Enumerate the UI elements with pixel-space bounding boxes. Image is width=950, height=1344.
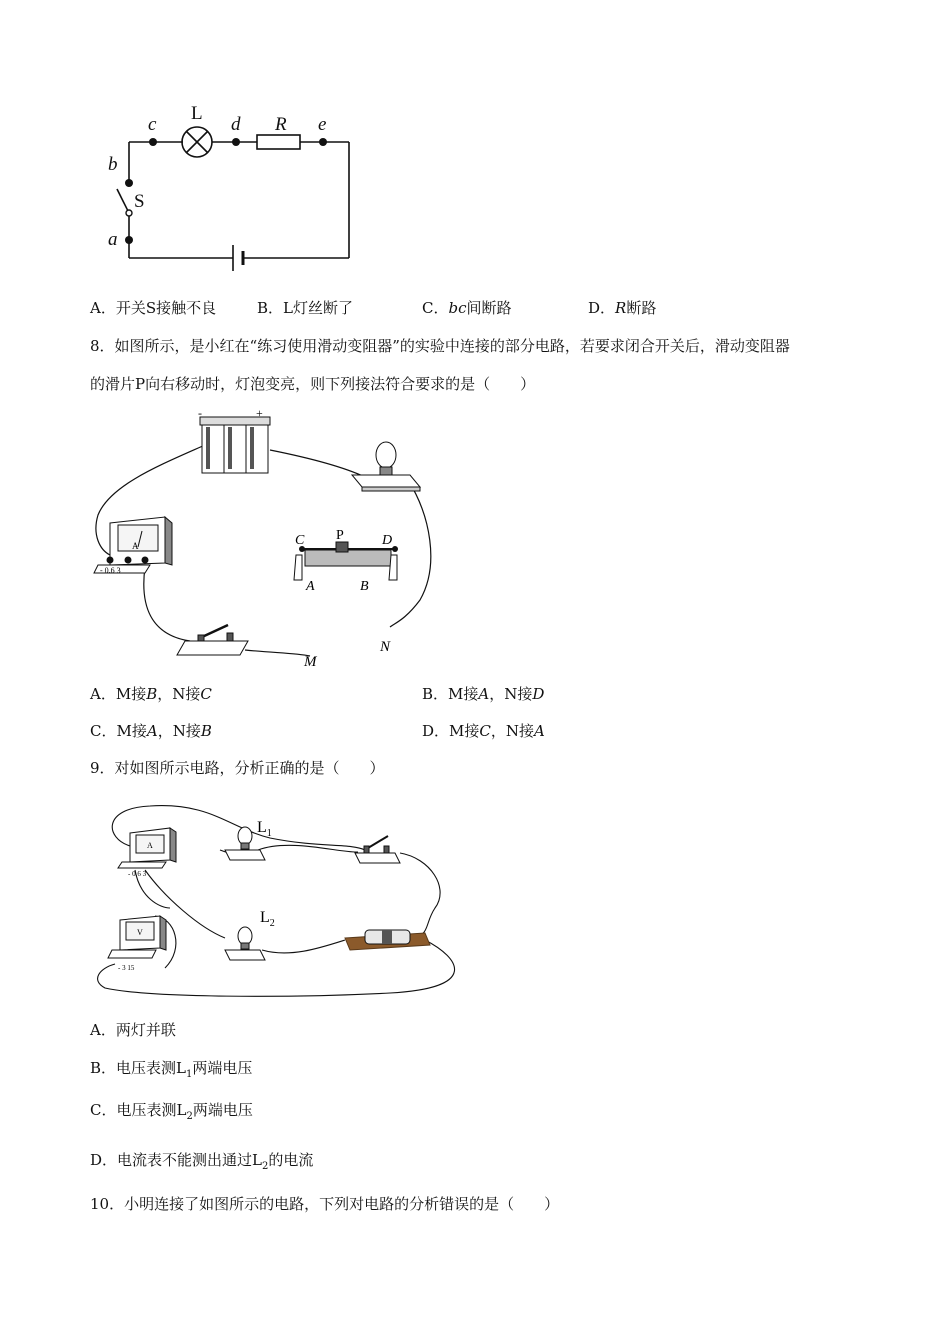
label-d: d xyxy=(231,114,241,135)
label-R: R xyxy=(275,114,287,135)
voltmeter-dial-label: V xyxy=(137,928,143,937)
q7-option-b[interactable]: B．L灯丝断了 xyxy=(257,299,353,317)
q9-option-b[interactable]: B．电压表测$L_1$两端电压 xyxy=(90,1059,253,1080)
battery-minus-label: - xyxy=(198,406,202,420)
rheostat-terminal-b: B xyxy=(360,579,369,594)
q9-ammeter-dial-label: A xyxy=(147,841,153,850)
battery-plus-label: + xyxy=(256,406,263,420)
q8-option-a[interactable]: A．M接B，N接C xyxy=(90,685,212,703)
q8-option-b[interactable]: B．M接A，N接D xyxy=(422,685,545,703)
label-b: b xyxy=(108,154,118,175)
lamp-l2-label: $L_2$ xyxy=(260,909,275,929)
q8-stem-line1: 8．如图所示，是小红在“练习使用滑动变阻器”的实验中连接的部分电路，若要求闭合开关后，滑动变阻器 xyxy=(90,337,790,355)
q9-stem: 9．对如图所示电路，分析正确的是（ ） xyxy=(90,759,385,777)
label-e: e xyxy=(318,114,327,135)
label-L: L xyxy=(191,103,203,124)
q8-option-c[interactable]: C．M接A，N接B xyxy=(90,722,212,740)
q7-option-a[interactable]: A．开关S接触不良 xyxy=(90,299,217,317)
q9-circuit-figure xyxy=(90,798,470,1003)
wire-end-n: N xyxy=(380,639,391,655)
rheostat-terminal-a: A xyxy=(306,579,315,594)
rheostat-terminal-c: C xyxy=(295,533,305,548)
q9-option-c[interactable]: C．电压表测$L_2$两端电压 xyxy=(90,1101,253,1122)
ammeter-scale-label: - 0.6 3 xyxy=(100,566,121,575)
q7-option-c[interactable]: C．bc间断路 xyxy=(422,299,512,317)
label-a: a xyxy=(108,229,118,250)
q9-option-a[interactable]: A．两灯并联 xyxy=(90,1021,176,1039)
label-c: c xyxy=(148,114,157,135)
rheostat-slider-p: P xyxy=(336,528,344,543)
q7-option-d[interactable]: D．R断路 xyxy=(588,299,657,317)
q9-option-d[interactable]: D．电流表不能测出通过$L_2$的电流 xyxy=(90,1151,314,1172)
q10-stem: 10．小明连接了如图所示的电路，下列对电路的分析错误的是（ ） xyxy=(90,1195,560,1213)
q8-circuit-figure xyxy=(90,405,450,670)
q8-option-d[interactable]: D．M接C，N接A xyxy=(422,722,545,740)
q7-circuit-diagram xyxy=(95,95,365,280)
lamp-l1-label: $L_1$ xyxy=(257,819,272,839)
voltmeter-scale-label: - 3 15 xyxy=(118,964,135,972)
wire-end-m: M xyxy=(304,654,317,670)
rheostat-terminal-d: D xyxy=(382,533,393,548)
q8-stem-line2: 的滑片P向右移动时，灯泡变亮，则下列接法符合要求的是（ ） xyxy=(90,375,536,393)
q9-ammeter-scale-label: - 0.6 3 xyxy=(128,870,147,878)
label-S: S xyxy=(134,191,145,212)
ammeter-dial-label: A xyxy=(132,541,139,551)
